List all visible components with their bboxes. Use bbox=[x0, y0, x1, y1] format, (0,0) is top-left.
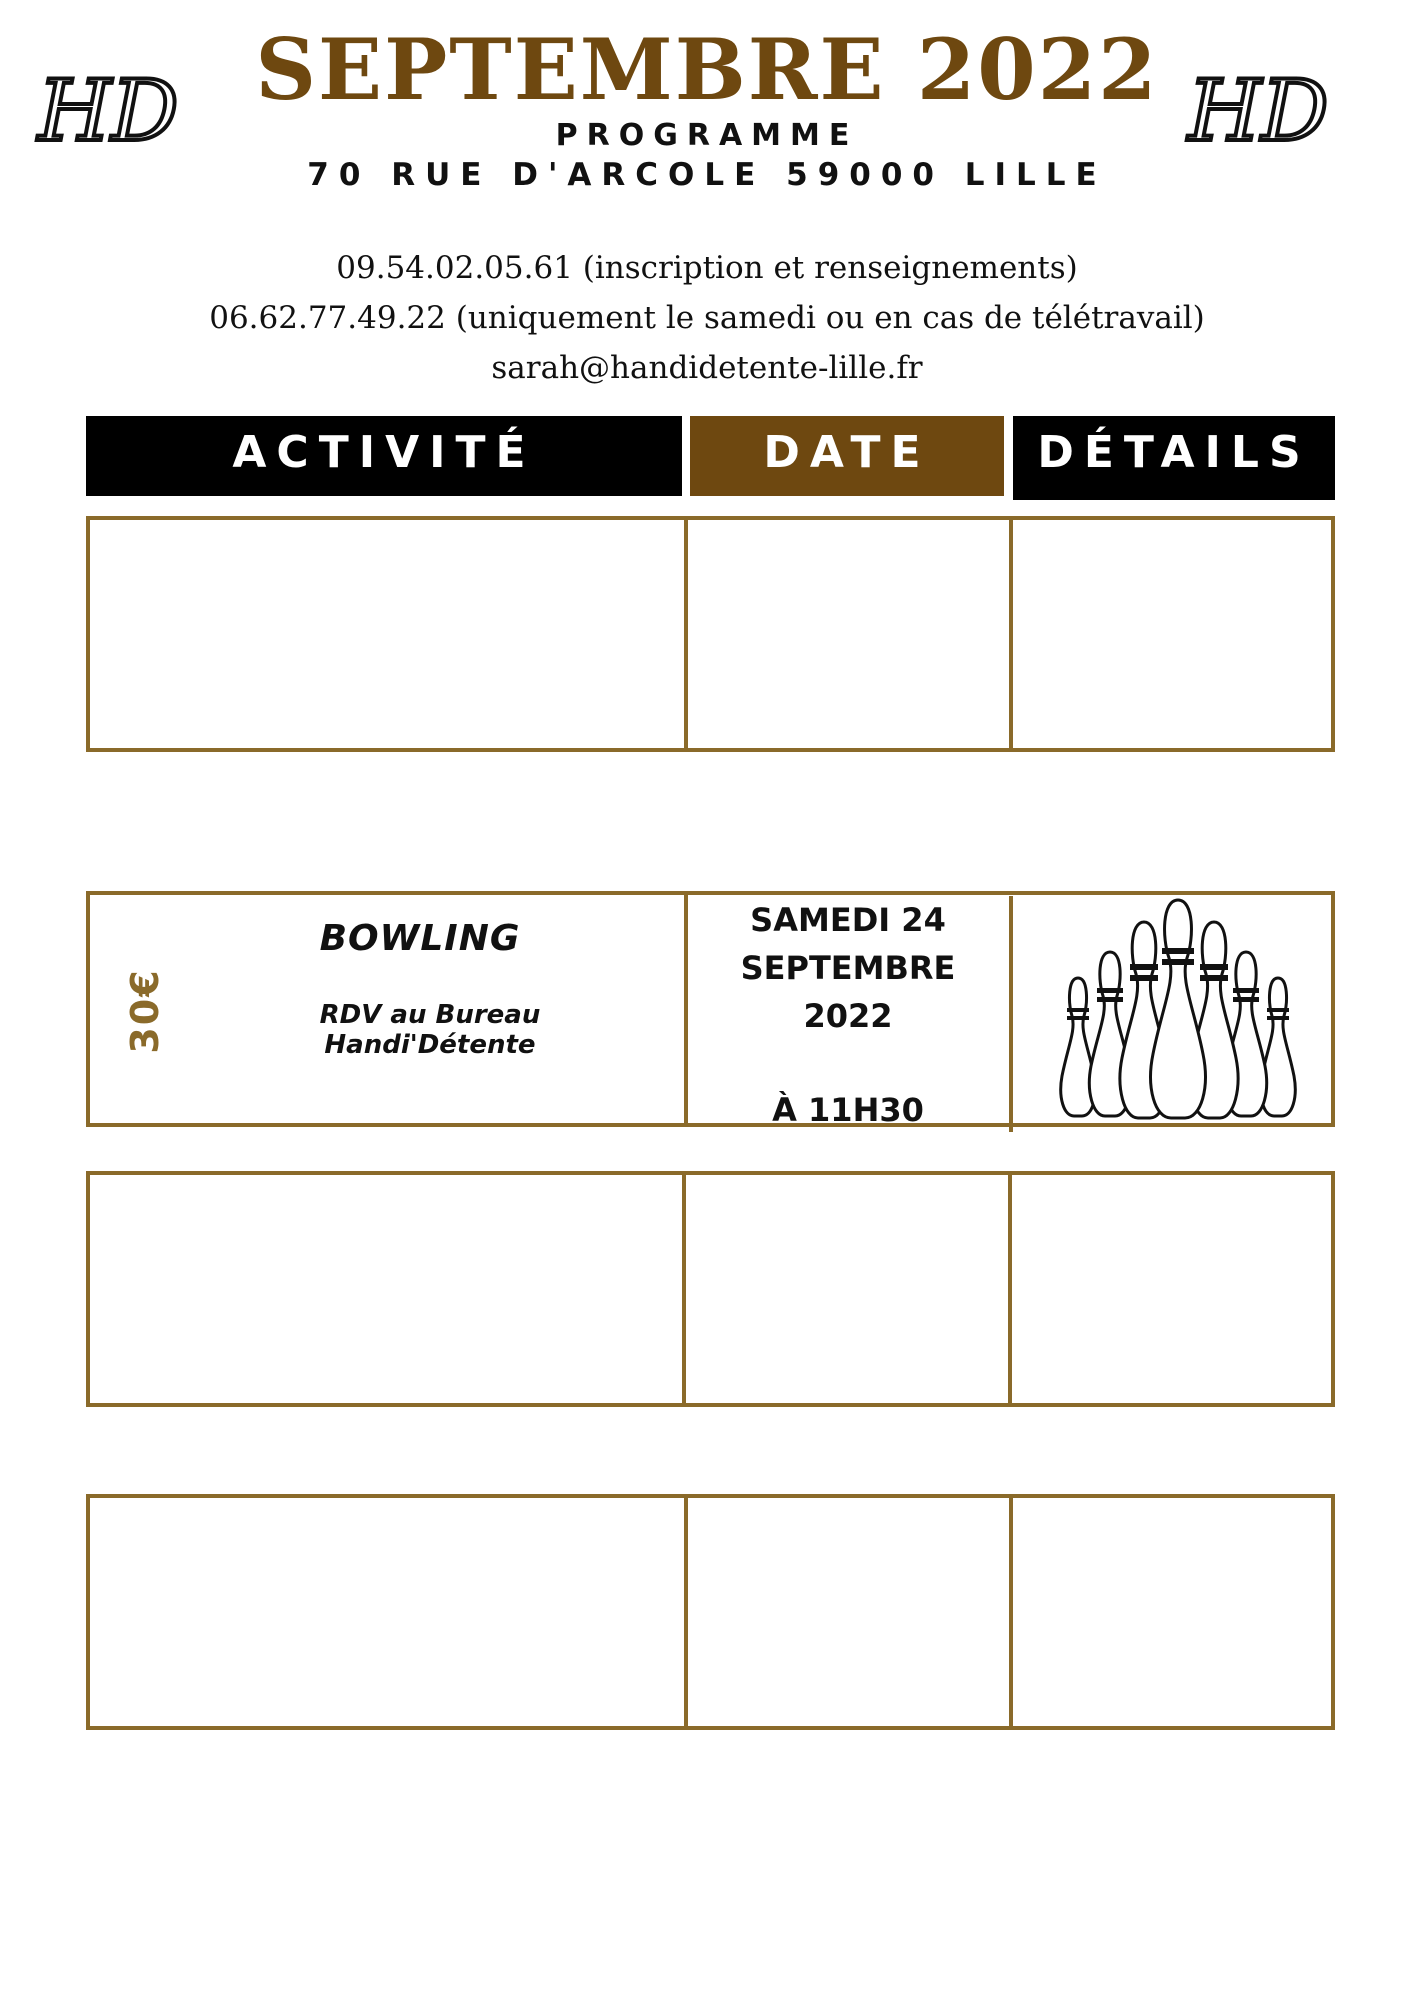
row-3-divider-1 bbox=[682, 1171, 686, 1407]
row-1-divider-2 bbox=[1009, 516, 1013, 752]
phone-main: 09.54.02.05.61 (inscription et renseignements) bbox=[336, 250, 1078, 286]
price-badge: 30€ bbox=[123, 968, 167, 1054]
date-line-1: SAMEDI 24 bbox=[750, 901, 946, 939]
phone-saturday: 06.62.77.49.22 (uniquement le samedi ou en cas de télétravail) bbox=[209, 300, 1205, 336]
header-activity: ACTIVITÉ bbox=[86, 416, 682, 496]
date-line-2: SEPTEMBRE bbox=[740, 949, 956, 987]
address: 70 RUE D'ARCOLE 59000 LILLE bbox=[307, 157, 1107, 193]
program-label: PROGRAMME bbox=[555, 118, 859, 153]
page-title: SEPTEMBRE 2022 bbox=[255, 20, 1159, 119]
row-2-divider-2 bbox=[1009, 896, 1013, 1132]
date-line-3: 2022 bbox=[803, 997, 893, 1035]
time: À 11H30 bbox=[772, 1091, 924, 1129]
row-4-divider-2 bbox=[1009, 1494, 1013, 1730]
svg-text:HD: HD bbox=[1188, 62, 1329, 160]
row-4-divider-1 bbox=[684, 1494, 688, 1730]
row-1-divider-1 bbox=[684, 516, 688, 752]
header-date: DATE bbox=[690, 416, 1004, 496]
table-row-3 bbox=[86, 1171, 1335, 1407]
svg-text:HD: HD bbox=[38, 62, 179, 160]
row-2-divider-1 bbox=[684, 891, 688, 1127]
activity-meeting-point: RDV au Bureau Handi'Détente bbox=[319, 1000, 541, 1060]
table-row-4 bbox=[86, 1494, 1335, 1730]
table-row-1 bbox=[86, 516, 1335, 752]
email: sarah@handidetente-lille.fr bbox=[491, 350, 923, 386]
row-3-divider-2 bbox=[1008, 1171, 1012, 1407]
activity-name: BOWLING bbox=[319, 918, 521, 959]
bowling-pins-icon bbox=[1048, 896, 1308, 1128]
header-details: DÉTAILS bbox=[1013, 416, 1335, 500]
